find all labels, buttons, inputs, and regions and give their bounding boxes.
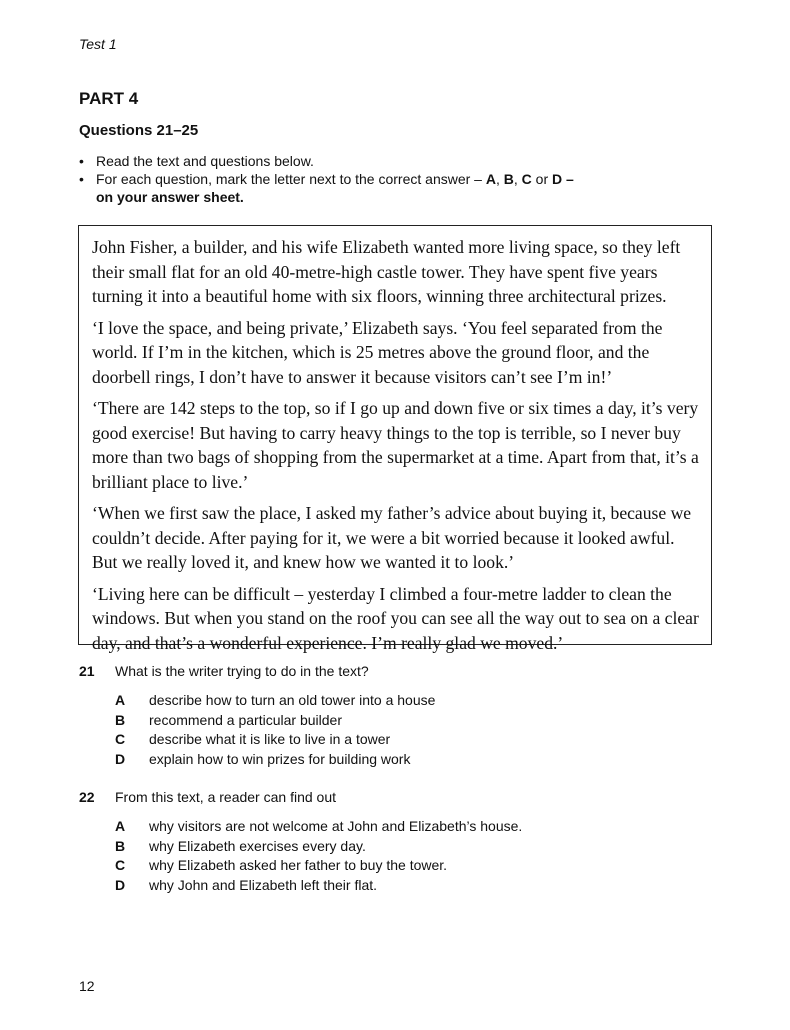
option-letter: B <box>115 711 126 728</box>
question-number: 22 <box>79 789 95 805</box>
instruction-text: Read the text and questions below. <box>96 153 314 169</box>
option-letter: A <box>115 818 126 834</box>
answer-option-a[interactable] <box>79 692 719 712</box>
answer-option-a[interactable] <box>79 818 719 838</box>
answer-option-b[interactable] <box>79 838 719 858</box>
answer-options <box>79 818 719 896</box>
passage-paragraph: John Fisher, a builder, and his wife Elizabeth wanted more living space, so they left their small flat for an old 40-metre-high castle tower. They have spent five years turning it into a beautiful home with six floors, winning three architectural prizes. <box>92 237 681 306</box>
question-stem <box>79 663 719 683</box>
option-letter: C <box>115 857 126 873</box>
instruction-item <box>79 170 719 188</box>
question-range: Questions 21–25 <box>79 122 199 139</box>
passage-paragraph: ‘When we first saw the place, I asked my father’s advice about buying it, because we couldn’t decide. After paying for it, we were a bit worried because it looked awful. But we really loved it, and knew how we wanted it to look.’ <box>92 503 692 572</box>
passage-paragraph: ‘I love the space, and being private,’ Elizabeth says. ‘You feel separated from the world. If I’m in the kitchen, which is 25 metres above the ground floor, and the doorbell rings, I don’t have to answer it because visitors can’t see I’m in!’ <box>92 317 663 387</box>
answer-option-d[interactable] <box>79 751 719 771</box>
question-text: From this text, a reader can find out <box>115 789 336 805</box>
question-number: 21 <box>79 663 95 679</box>
option-text: recommend a particular builder <box>149 711 342 728</box>
instructions <box>79 152 719 206</box>
answer-letter-d: D <box>552 171 563 187</box>
passage-paragraph: ‘Living here can be difficult – yesterday I climbed a four-metre ladder to clean the windows. But when you stand on the roof you can see all the way out to sea on a clear day, and that’s a wonderful experience. I’m really glad we moved.’ <box>92 583 699 653</box>
option-letter: C <box>115 731 126 747</box>
answer-option-d[interactable] <box>79 877 719 897</box>
separator: , <box>513 171 522 187</box>
option-text: why John and Elizabeth left their flat. <box>149 876 378 893</box>
separator: or <box>531 171 553 187</box>
question-stem <box>79 789 719 809</box>
option-letter: B <box>115 837 126 854</box>
answer-option-c[interactable] <box>79 857 719 877</box>
answer-letter-c: C <box>521 171 532 187</box>
passage-paragraph: ‘There are 142 steps to the top, so if I go up and down five or six times a day, it’s very good exercise! But having to carry heavy things to the top is terrible, so I never buy more than two bags of shopping from the supermarket at a time. Apart from that, it’s a brilliant place to live.’ <box>92 398 699 492</box>
answer-letter-a: A <box>485 171 496 187</box>
option-letter: D <box>115 750 126 767</box>
reading-passage-box <box>78 225 712 653</box>
separator: , <box>495 171 504 187</box>
option-text: describe what it is like to live in a tower <box>149 731 391 747</box>
option-text: why Elizabeth exercises every day. <box>149 837 366 854</box>
instruction-continuation: on your answer sheet. <box>96 189 244 205</box>
instruction-item <box>79 152 719 170</box>
answer-letter-b: B <box>503 171 514 187</box>
bullet-icon: • <box>79 153 84 169</box>
answer-option-c[interactable] <box>79 731 719 751</box>
page-number: 12 <box>79 978 95 994</box>
running-header: Test 1 <box>79 36 117 52</box>
option-letter: A <box>115 692 126 708</box>
answer-option-b[interactable] <box>79 712 719 732</box>
question-21 <box>79 663 719 770</box>
question-text: What is the writer trying to do in the text? <box>115 663 369 679</box>
option-text: describe how to turn an old tower into a house <box>149 692 436 708</box>
reading-passage <box>92 235 704 662</box>
answer-options <box>79 692 719 770</box>
option-text: explain how to win prizes for building work <box>149 750 411 767</box>
option-letter: D <box>115 876 126 893</box>
question-22 <box>79 789 719 896</box>
option-text: why visitors are not welcome at John and Elizabeth’s house. <box>149 818 523 834</box>
option-text: why Elizabeth asked her father to buy the tower. <box>149 857 448 873</box>
instruction-text: For each question, mark the letter next to the correct answer – <box>96 171 486 187</box>
bullet-icon: • <box>79 171 84 187</box>
dash: – <box>562 171 574 187</box>
part-title: PART 4 <box>79 89 139 108</box>
